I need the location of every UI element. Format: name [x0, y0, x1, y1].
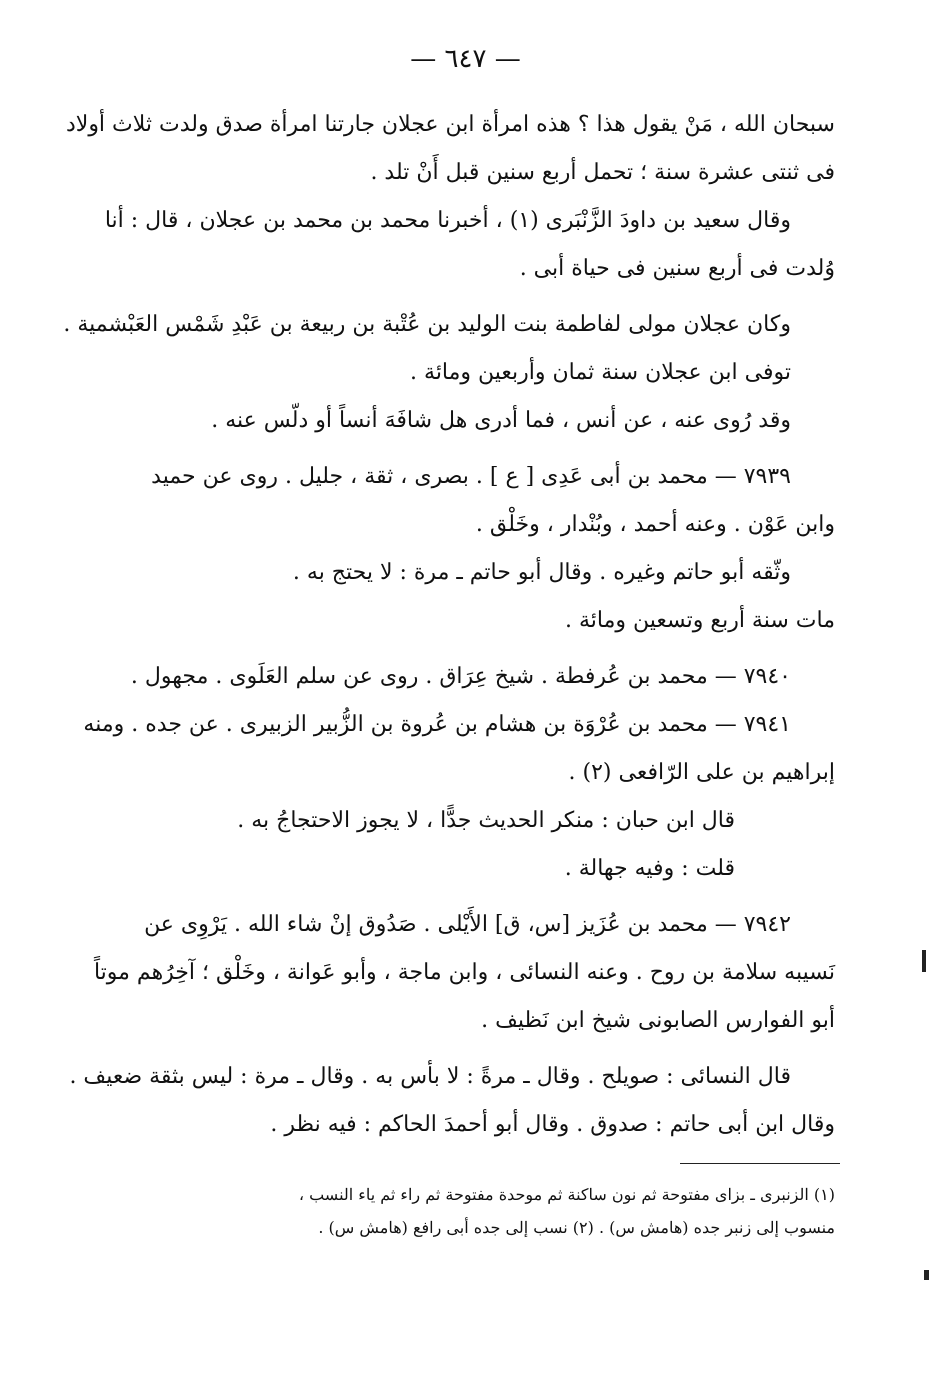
text-line: وقال ابن أبى حاتم : صدوق . وقال أبو أحمدَ الحاكم : فيه نظر . [270, 1112, 835, 1137]
text-line: وقال سعيد بن داودَ الزَّنْبَرى (١) ، أخبرنا محمد بن محمد بن عجلان ، قال : أنا [104, 208, 791, 233]
text-line: وُلدت فى أربع سنين فى حياة أبى . [519, 256, 835, 281]
entry-heading-7941: ٧٩٤١ — محمد بن عُرْوَة بن هشام بن عُروة بن الزُّبير الزبيرى . عن جده . ومنه [83, 712, 791, 737]
text-line: إبراهيم بن على الرّافعى (٢) . [568, 760, 835, 785]
footnotes [155, 1178, 835, 1244]
footnote-line-2 [155, 1211, 835, 1244]
body-text [63, 101, 835, 1149]
page-number: — ٦٤٧ — [410, 44, 521, 74]
footnote-1: (١) الزنبرى ـ بزاى مفتوحة ثم نون ساكنة ثم موحدة مفتوحة ثم راء ثم ياء النسب ، [298, 1185, 835, 1204]
text-line: مات سنة أربع وتسعين ومائة . [565, 608, 835, 633]
text-line: قلت : وفيه جهالة . [564, 856, 735, 881]
entry-heading-7942: ٧٩٤٢ — محمد بن عُزَيز [س، ق] الأَيْلى . صَدُوق إنْ شاء الله . يَرْوِى عن [144, 912, 791, 937]
text-line: وثّقه أبو حاتم وغيره . وقال أبو حاتم ـ مرة : لا يحتج به . [292, 560, 791, 585]
footnote-2: (٢) نسب إلى جده أبى رافع (هامش س) . [318, 1218, 594, 1237]
text-line: وقد رُوى عنه ، عن أنس ، فما أدرى هل شافَهَ أنساً أو دلّس عنه . [211, 408, 791, 433]
footnote-1-continuation: منسوب إلى زنبر جده (هامش س) . [598, 1218, 835, 1237]
text-line: قال ابن حبان : منكر الحديث جدًّا ، لا يجوز الاحتجاجُ به . [237, 808, 735, 833]
entry-heading-7940: ٧٩٤٠ — محمد بن عُرفطة . شيخ عِرَاق . روى عن سلم العَلَوى . مجهول . [130, 664, 791, 689]
text-line: فى ثنتى عشرة سنة ؛ تحمل أربع سنين قبل أَنْ تلد . [370, 160, 835, 185]
text-line: أبو الفوارس الصابونى شيخ ابن نَظيف . [481, 1008, 835, 1033]
text-line: وابن عَوْن . وعنه أحمد ، وبُنْدار ، وخَلْق . [475, 512, 835, 537]
entry-heading-7939: ٧٩٣٩ — محمد بن أبى عَدِى [ ع ] . بصرى ، ثقة ، جليل . روى عن حميد [151, 464, 791, 489]
footnote-separator [680, 1163, 840, 1164]
scan-edge-mark [922, 950, 926, 972]
text-line: قال النسائى : صويلح . وقال ـ مرةً : لا بأس به . وقال ـ مرة : ليس بثقة ضعيف . [69, 1064, 791, 1089]
text-line: نَسيبه سلامة بن روح . وعنه النسائى ، وابن ماجة ، وأبو عَوانة ، وخَلْق ؛ آخِرُهم موتاً [93, 960, 835, 985]
text-line: توفى ابن عجلان سنة ثمان وأربعين ومائة . [410, 360, 791, 385]
scan-edge-mark [924, 1270, 929, 1280]
text-line: سبحان الله ، مَنْ يقول هذا ؟ هذه امرأة ابن عجلان جارتنا امرأة صدق ولدت ثلاث أولاد [65, 112, 835, 137]
text-line: وكان عجلان مولى لفاطمة بنت الوليد بن عُتْبة بن ربيعة بن عَبْدِ شَمْس العَبْشمية . [63, 312, 791, 337]
